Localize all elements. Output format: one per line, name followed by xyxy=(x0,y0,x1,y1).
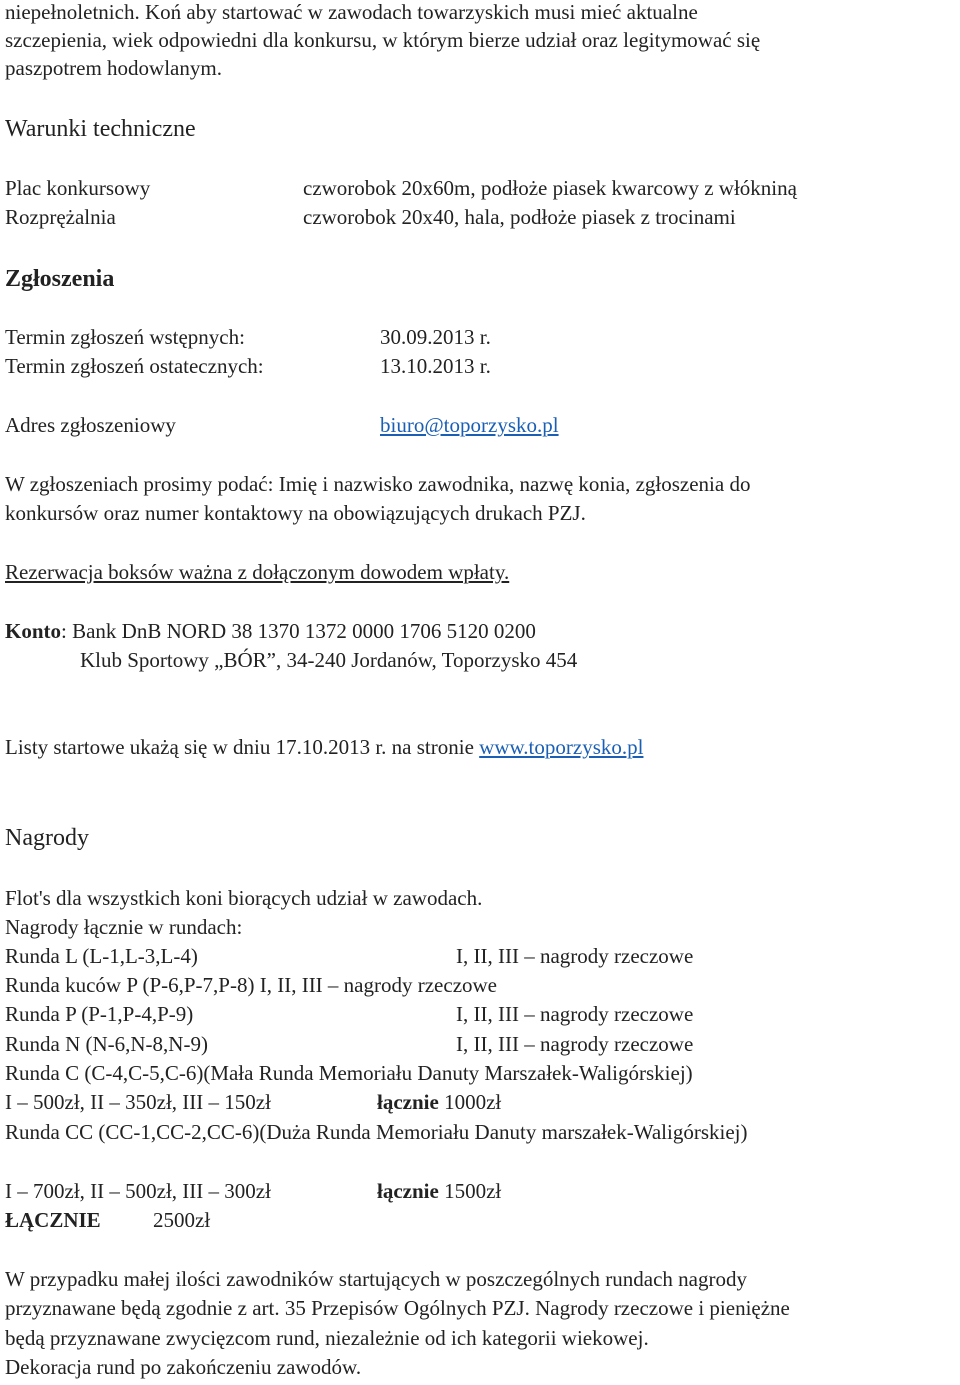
prizes-line-2: Nagrody łącznie w rundach: xyxy=(5,915,243,939)
grand-total-value: 2500zł xyxy=(153,1208,211,1232)
runda-cc-total-label: łącznie xyxy=(377,1179,439,1203)
runda-cc: Runda CC (CC-1,CC-2,CC-6)(Duża Runda Memoriału Danuty marszałek-Waligórskiej) xyxy=(5,1120,748,1144)
prizes-note-line-2: przyznawane będą zgodnie z art. 35 Przepisów Ogólnych PZJ. Nagrody rzeczowe i pieniężne xyxy=(5,1296,790,1320)
prelim-deadline-value: 30.09.2013 r. xyxy=(380,325,491,349)
prelim-deadline-label: Termin zgłoszeń wstępnych: xyxy=(5,325,245,349)
runda-l-prize: I, II, III – nagrody rzeczowe xyxy=(456,944,694,968)
account-label: Konto xyxy=(5,619,62,643)
tech-value-warmup: czworobok 20x40, hala, podłoże piasek z trocinami xyxy=(303,205,736,229)
start-lists-line xyxy=(5,733,643,761)
entries-heading: Zgłoszenia xyxy=(5,266,115,292)
runda-cc-prizes: I – 700zł, II – 500zł, III – 300zł xyxy=(5,1179,271,1203)
prizes-line-1: Flot's dla wszystkich koni biorących udział w zawodach. xyxy=(5,886,483,910)
reservation-note: Rezerwacja boksów ważna z dołączonym dowodem wpłaty. xyxy=(5,560,510,584)
runda-cc-total-value: 1500zł xyxy=(438,1179,502,1203)
entries-info-line-2: konkursów oraz numer kontaktowy na obowiązujących drukach PZJ. xyxy=(5,501,586,525)
prizes-note-line-4: Dekoracja rund po zakończeniu zawodów. xyxy=(5,1355,362,1379)
account-holder: Klub Sportowy „BÓR”, 34-240 Jordanów, Toporzysko 454 xyxy=(80,648,578,672)
runda-n-prize: I, II, III – nagrody rzeczowe xyxy=(456,1032,694,1056)
runda-p-prize: I, II, III – nagrody rzeczowe xyxy=(456,1002,694,1026)
prizes-note-line-1: W przypadku małej ilości zawodników startujących w poszczególnych rundach nagrody xyxy=(5,1267,747,1291)
entries-info-line-1: W zgłoszeniach prosimy podać: Imię i nazwisko zawodnika, nazwę konia, zgłoszenia do xyxy=(5,472,751,496)
email-link[interactable]: biuro@toporzysko.pl xyxy=(380,413,559,437)
runda-c-total-label: łącznie xyxy=(377,1090,439,1114)
prizes-heading: Nagrody xyxy=(5,825,89,851)
address-label: Adres zgłoszeniowy xyxy=(5,413,176,437)
intro-line-1: niepełnoletnich. Koń aby startować w zawodach towarzyskich musi mieć aktualne xyxy=(5,0,698,24)
tech-label-arena: Plac konkursowy xyxy=(5,176,151,200)
runda-n-name: Runda N (N-6,N-8,N-9) xyxy=(5,1032,208,1056)
grand-total-label: ŁĄCZNIE xyxy=(5,1208,101,1232)
final-deadline-label: Termin zgłoszeń ostatecznych: xyxy=(5,354,264,378)
intro-line-2: szczepienia, wiek odpowiedni dla konkursu, w którym bierze udział oraz legitymować się xyxy=(5,28,761,52)
runda-c-prizes: I – 500zł, II – 350zł, III – 150zł xyxy=(5,1090,271,1114)
prizes-note-line-3: będą przyznawane zwycięzcom rund, niezależnie od ich kategorii wiekowej. xyxy=(5,1326,649,1350)
account-value: : Bank DnB NORD 38 1370 1372 0000 1706 5120 0200 xyxy=(61,619,536,643)
tech-label-warmup: Rozprężalnia xyxy=(5,205,116,229)
runda-c-total-value: 1000zł xyxy=(438,1090,502,1114)
runda-c: Runda C (C-4,C-5,C-6)(Mała Runda Memoriału Danuty Marszałek-Waligórskiej) xyxy=(5,1061,693,1085)
tech-value-arena: czworobok 20x60m, podłoże piasek kwarcowy z włókniną xyxy=(303,176,797,200)
account-line xyxy=(5,617,536,645)
intro-line-3: paszpotrem hodowlanym. xyxy=(5,56,222,80)
runda-cc-total xyxy=(377,1177,501,1205)
start-lists-text: Listy startowe ukażą się w dniu 17.10.2013 r. na stronie xyxy=(5,735,480,759)
website-link[interactable]: www.toporzysko.pl xyxy=(479,735,644,759)
technical-heading: Warunki techniczne xyxy=(5,116,196,142)
runda-c-total xyxy=(377,1088,501,1116)
runda-l-name: Runda L (L-1,L-3,L-4) xyxy=(5,944,198,968)
runda-kucow: Runda kuców P (P-6,P-7,P-8) I, II, III – nagrody rzeczowe xyxy=(5,973,498,997)
final-deadline-value: 13.10.2013 r. xyxy=(380,354,491,378)
runda-p-name: Runda P (P-1,P-4,P-9) xyxy=(5,1002,194,1026)
